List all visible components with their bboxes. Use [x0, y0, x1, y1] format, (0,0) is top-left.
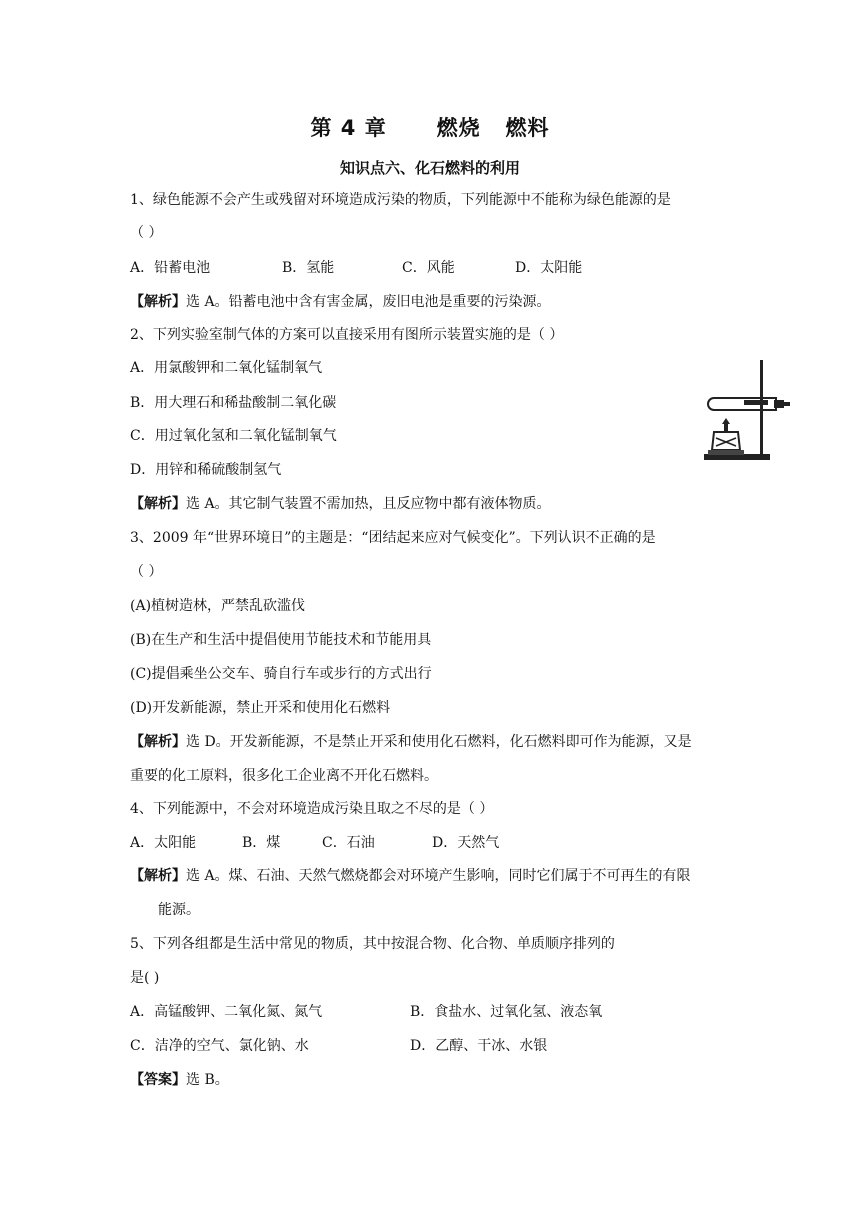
clamp [744, 400, 768, 405]
q5-option-d: D．乙醇、干冰、水银 [410, 1038, 548, 1054]
q2-option-d: D．用锌和稀硫酸制氢气 [130, 462, 282, 478]
q2-analysis-text: 选 A。其它制气装置不需加热，且反应物中都有液体物质。 [186, 496, 551, 512]
lamp-block [708, 450, 744, 455]
q5-option-a: A．高锰酸钾、二氧化氮、氮气 [130, 1004, 323, 1020]
q1-analysis-label: 【解析】 [130, 294, 186, 310]
section-subtitle: 知识点六、化石燃料的利用 [339, 159, 520, 177]
q3-option-c: (C)提倡乘坐公交车、骑自行车或步行的方式出行 [130, 666, 432, 682]
lab-apparatus-figure [700, 358, 800, 468]
q3-analysis-text-1: 选 D。开发新能源，不是禁止开采和使用化石燃料，化石燃料即可作为能源，又是 [186, 734, 692, 750]
q4-option-a: A．太阳能 [130, 835, 197, 851]
q2-stem-line-1: 2、下列实验室制气体的方案可以直接采用有图所示装置实施的是（ ） [130, 327, 564, 343]
q4-option-b: B．煤 [242, 835, 281, 851]
q5-stem-line-1: 5、下列各组都是生活中常见的物质，其中按混合物、化合物、单质顺序排列的 [130, 936, 615, 952]
q1-option-a: A．铅蓄电池 [130, 260, 211, 276]
q3-analysis-line-2: 重要的化工原料，很多化工企业离不开化石燃料。 [130, 768, 438, 784]
q1-option-c: C．风能 [402, 260, 455, 276]
q5-stem-line-2: 是( ) [130, 970, 160, 986]
q5-option-b: B．食盐水、过氧化氢、液态氧 [410, 1004, 603, 1020]
q3-option-a: (A)植树造林，严禁乱砍滥伐 [130, 598, 306, 614]
q4-stem-line-1: 4、下列能源中，不会对环境造成污染且取之不尽的是（ ） [130, 801, 494, 817]
q1-stem-line-2: （ ） [130, 225, 163, 241]
chapter-title: 第 4 章 燃烧 燃料 [310, 116, 550, 140]
q1-option-b: B．氢能 [282, 260, 335, 276]
q4-analysis-label: 【解析】 [130, 868, 186, 884]
q1-analysis [130, 292, 551, 312]
alcohol-lamp [712, 418, 740, 450]
q3-analysis-label: 【解析】 [130, 734, 186, 750]
q4-analysis-text-1: 选 A。煤、石油、天然气燃烧都会对环境产生影响，同时它们属于不可再生的有限 [186, 868, 691, 884]
q4-analysis-line-2: 能源。 [158, 902, 200, 918]
q2-option-c: C．用过氧化氢和二氧化锰制氧气 [130, 428, 337, 444]
q4-option-d: D．天然气 [432, 835, 500, 851]
q1-option-d: D．太阳能 [515, 260, 583, 276]
q2-option-a: A．用氯酸钾和二氧化锰制氧气 [130, 360, 323, 376]
q2-option-b: B．用大理石和稀盐酸制二氧化碳 [130, 395, 337, 411]
q2-analysis [130, 494, 551, 514]
q3-analysis-line-1 [130, 732, 692, 752]
q3-option-d: (D)开发新能源，禁止开采和使用化石燃料 [130, 700, 391, 716]
q3-option-b: (B)在生产和生活中提倡使用节能技术和节能用具 [130, 632, 432, 648]
q3-stem-line-2: （ ） [130, 564, 163, 580]
q1-stem-line-1: 1、绿色能源不会产生或残留对环境造成污染的物质，下列能源中不能称为绿色能源的是 [130, 192, 671, 208]
stand-rod [760, 360, 763, 456]
q5-answer [130, 1070, 229, 1090]
q5-answer-label: 【答案】 [130, 1072, 186, 1088]
q4-analysis-line-1 [130, 866, 691, 886]
q4-option-c: C．石油 [322, 835, 375, 851]
q5-option-c: C．洁净的空气、氯化钠、水 [130, 1038, 309, 1054]
q5-answer-text: 选 B。 [186, 1072, 229, 1088]
q3-stem-line-1: 3、2009 年“世界环境日”的主题是：“团结起来应对气候变化”。下列认识不正确的是 [130, 530, 656, 546]
q2-analysis-label: 【解析】 [130, 496, 186, 512]
q1-analysis-text: 选 A。铅蓄电池中含有害金属，废旧电池是重要的污染源。 [186, 294, 551, 310]
